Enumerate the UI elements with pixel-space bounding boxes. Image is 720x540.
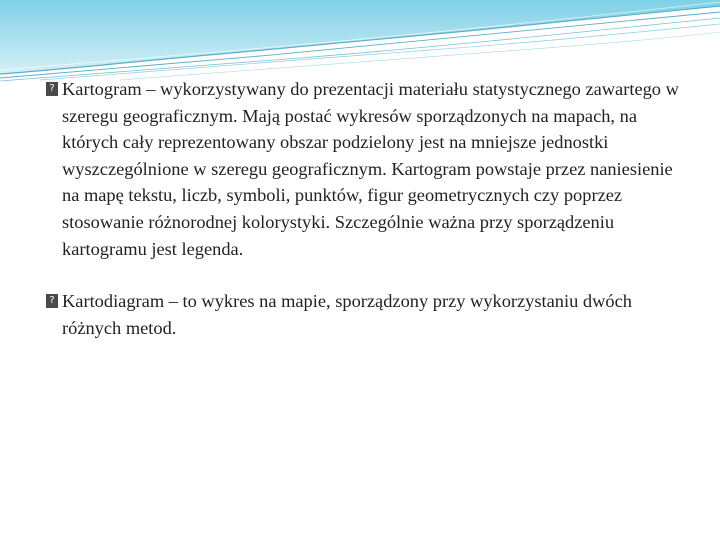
- bullet-list: [46, 76, 686, 341]
- missing-glyph-box-icon: [46, 82, 58, 96]
- bullet-item-kartodiagram: [46, 288, 686, 341]
- bullet-item-kartogram: [46, 76, 686, 262]
- bullet-text: Kartodiagram – to wykres na mapie, sporządzony przy wykorzystaniu dwóch różnych metod.: [62, 291, 632, 338]
- bullet-text: Kartogram – wykorzystywany do prezentacji materiału statystycznego zawartego w szeregu geograficznym. Mają postać wykresów sporządzonych na mapach, na których cały reprezentowany obszar podzielony jest na mniejsze jednostki wyszczególnione w szeregu geograficznym. Kartogram powstaje przez naniesienie na mapę tekstu, liczb, symboli, punktów, figur geometrycznych czy poprzez stosowanie różnorodnej kolorystyki. Szczególnie ważna przy sporządzeniu kartogramu jest legenda.: [62, 79, 679, 259]
- missing-glyph-box-icon: [46, 294, 58, 308]
